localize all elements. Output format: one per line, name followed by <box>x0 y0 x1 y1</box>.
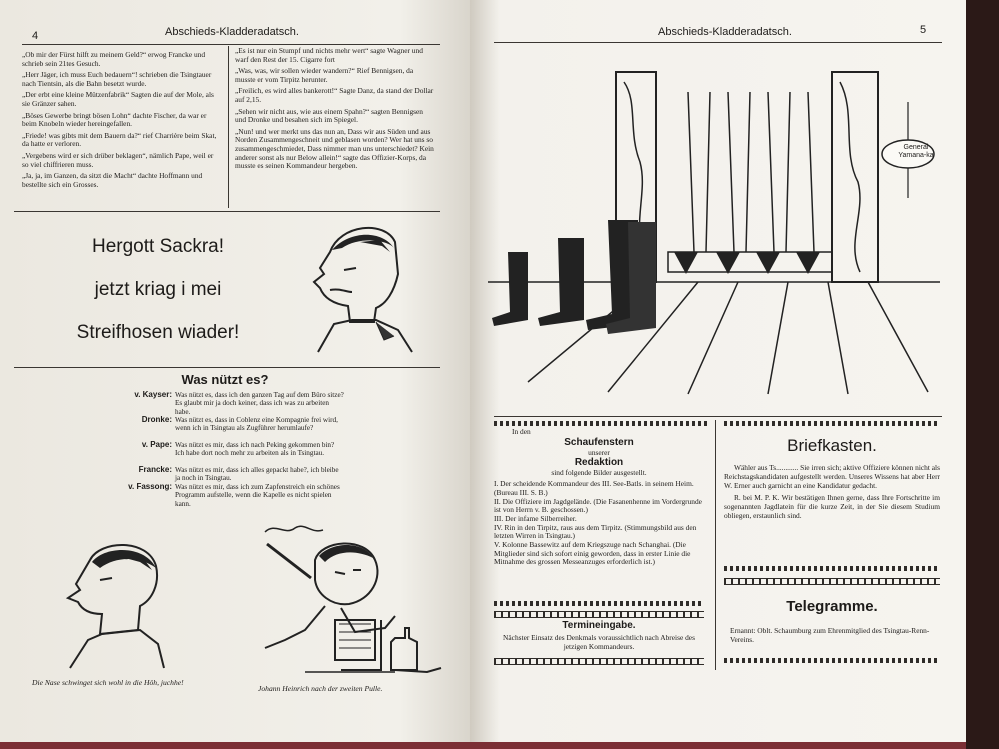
quote: „Es ist nur ein Stumpf und nichts mehr wert“ sagte Wagner und warf den Rest der 15. Cigarre fort <box>235 46 423 64</box>
was-entry-name: v. Kayser: <box>134 390 172 399</box>
ornament-border <box>494 658 704 665</box>
ornament-border <box>494 611 704 618</box>
schau-intro: In den <box>512 427 531 436</box>
smoking-man-illustration <box>245 520 445 685</box>
was-entry-name: v. Fassong: <box>128 482 172 491</box>
schau-list <box>494 480 704 567</box>
quote: „Nun! und wer merkt uns das nun an, Dass wir aus Süden und aus Norden Zusammengeschneit und geblasen worden? Wer hat uns so zusammengeschmiedet, Dass nimmer man uns unterschiedet? Kein anderer sonst als nur Below allein!“ sagte das Offizier-Korps, da musste es seinen Kommandeur hergeben. <box>235 126 434 171</box>
quotes-column-1 <box>22 51 220 192</box>
section-rule <box>494 416 942 417</box>
ornament-border <box>724 421 940 426</box>
telegramme-text: Ernannt: Oblt. Schaumburg zum Ehrenmitglied des Tsingtau-Renn-Vereins. <box>730 626 930 644</box>
profile-head-illustration <box>60 540 170 670</box>
brief-entry: Wähler aus Ts............ Sie irren sich; aktive Offiziere können nicht als Reichstagskandidaten aufgestellt werden. Unseres Wissens hat aber Herr W. Erner auch garnicht an eine Kandidatur gedacht. <box>724 463 940 490</box>
officer-portrait-illustration <box>290 212 440 362</box>
quote: „Freilich, es wird alles bankerott!“ Sagte Danz, da stand der Dollar auf 2,15. <box>235 86 434 104</box>
quote: „Was, was, wir sollen wieder wandern?“ Rief Bennigsen, da musste er vom Tirpitz herunter. <box>235 66 414 84</box>
quote: „Ja, ja, im Ganzen, da sitzt die Macht“ dachte Hoffmann und bestellte sich ein Grosses. <box>22 171 203 189</box>
quote: „Herr Jäger, ich muss Euch bedauern“! schrieben die Tsingtauer nach Tientsin, als die Bahn besetzt wurde. <box>22 70 212 88</box>
was-entry-name: Dronke: <box>141 415 172 424</box>
sign-label: General Yamana-ka <box>898 144 934 159</box>
header-title-right: Abschieds-Kladderadatsch. <box>658 26 792 38</box>
hergott-line: Streifhosen wiader! <box>76 322 240 343</box>
ornament-border <box>724 578 940 585</box>
ornament-border <box>724 566 940 571</box>
ornament-border <box>724 658 940 663</box>
was-nuetzt-title: Was nützt es? <box>181 372 269 387</box>
was-entry-text: Was nützt es mir, dass ich nach Peking gekommen bin? Ich habe dort noch mehr zu arbeiten als in Tsingtau. <box>175 441 335 458</box>
header-rule-right <box>494 42 942 43</box>
was-entry-text: Was nützt es, dass in Coblenz eine Kompagnie frei wird, wenn ich in Tsingtau als Zugführer herumlaufe? <box>175 416 338 433</box>
briefkasten-text <box>724 464 940 523</box>
quote: „Vergebens wird er sich drüber beklagen“, nämlich Pape, weil er so viel chiffrieren muss. <box>22 150 214 169</box>
header-title-left: Abschieds-Kladderadatsch. <box>165 26 299 38</box>
quote: „Friede! was gibts mit dem Bauern da?“ rief Charrière beim Skat, da hatte er verloren. <box>22 130 217 149</box>
column-divider <box>715 420 716 670</box>
list-item: II. Die Offiziere im Jagdgelände. (Die Fasanenhenne im Vordergrunde ist von Herrn v. B. geschossen.) <box>494 496 702 515</box>
page-number-right: 5 <box>920 24 927 36</box>
boots-curtain-illustration <box>488 62 940 412</box>
termin-heading: Termineingabe. <box>562 620 636 631</box>
was-entry-name: v. Pape: <box>141 440 172 449</box>
quote: „Der erbt eine kleine Mützenfabrik“ Sagten die auf der Mole, als sie Gränzer sahen. <box>22 90 214 108</box>
briefkasten-title: Briefkasten. <box>787 436 877 455</box>
schau-unserer: unserer <box>588 447 610 457</box>
schau-heading: Schaufenstern <box>564 436 634 448</box>
list-item: V. Kolonne Bassewitz auf dem Kriegszuge nach Schanghai. (Die Mitglieder sind sich sofort einig geworden, dass in erster Linie die Mitnahme des grossen Messeanzuges erforderlich ist.) <box>494 540 691 567</box>
quote: „Ob mir der Fürst hilft zu meinem Geld?“ erwog Francke und schrieb sein 21tes Gesuch. <box>22 50 206 68</box>
list-item: I. Der scheidende Kommandeur des III. See-Batls. in seinem Heim. (Bureau III. S. B.) <box>494 479 694 497</box>
page-number-left: 4 <box>32 30 39 42</box>
header-rule-left <box>22 44 440 45</box>
column-divider <box>228 46 229 208</box>
hergott-text <box>28 225 288 354</box>
quote: „Böses Gewerbe bringt bösen Lohn“ dachte Fischer, da war er beim Knobeln wieder hereingefallen. <box>22 110 207 129</box>
schaufenster-section <box>494 428 704 567</box>
was-entry-text: Was nützt es mir, dass ich zum Zapfenstreich ein schönes Programm aufstelle, wenn die Kapelle es nicht spielen kann. <box>175 483 340 508</box>
background-edge <box>966 0 999 749</box>
ornament-border <box>494 601 704 606</box>
ornament-border <box>494 421 708 426</box>
list-item: III. Der infame Silberreiher. <box>494 513 577 523</box>
caption-right: Johann Heinrich nach der zweiten Pulle. <box>258 684 383 693</box>
quotes-column-2 <box>235 47 435 174</box>
brief-entry: R. bei M. P. K. Wir bestätigen Ihnen gerne, dass Ihre Fortschritte im sogenannten Jagdlatein für die kurze Zeit, in der Sie diesem Studium obliegen, erstaunlich sind. <box>724 492 940 520</box>
caption-left: Die Nase schwinget sich wohl in die Höh, juchhe! <box>32 678 184 687</box>
left-page <box>0 0 470 742</box>
termin-text: Nächster Einsatz des Denkmals voraussichtlich nach Abreise des jetzigen Kommandeurs. <box>503 633 695 651</box>
list-item: IV. Rin in den Tirpitz, raus aus dem Tirpitz. (Stimmungsbild aus den letzten Wirren in Tsingtau.) <box>494 522 697 541</box>
telegramme-title: Telegramme. <box>786 598 878 615</box>
was-entry-name: Francke: <box>138 465 172 474</box>
schau-redaktion: Redaktion <box>574 457 624 469</box>
hergott-line: jetzt kriag i mei <box>94 279 222 300</box>
section-rule <box>14 367 440 368</box>
was-entry-text: Was nützt es, dass ich den ganzen Tag auf dem Büro sitze? Es glaubt mir ja doch keiner, dass ich was zu arbeiten habe. <box>175 391 344 416</box>
schau-subline: sind folgende Bilder ausgestellt. <box>551 468 647 478</box>
background-edge <box>0 742 966 749</box>
quote: „Sehen wir nicht aus, wie aus einem Spahn?“ sagten Bennigsen und Dronke und besahen sich im Spiegel. <box>235 106 423 125</box>
hergott-line: Hergott Sackra! <box>92 236 224 257</box>
was-entry-text: Was nützt es mir, dass ich alles gepackt habe?, ich bleibe ja noch in Tsingtau. <box>175 466 339 483</box>
